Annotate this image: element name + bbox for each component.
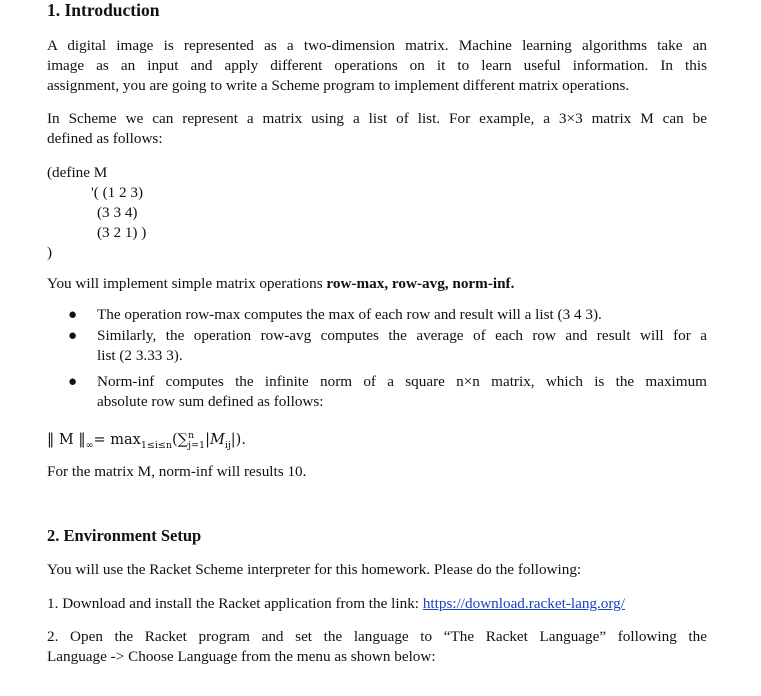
bullet-norm-inf-line-1: Norm-inf computes the infinite norm of a square n×n matrix, which is the maximum <box>97 373 707 390</box>
step-2-line-2: Language -> Choose Language from the menu as shown below: <box>47 648 436 665</box>
bullet-row-max: The operation row-max computes the max of each row and result will a list (3 4 3). <box>97 306 602 323</box>
environment-intro: You will use the Racket Scheme interpreter for this homework. Please do the following: <box>47 561 582 578</box>
bullet-dot-2: ● <box>68 328 78 344</box>
bullet-row-avg-line-2: list (2 3.33 3). <box>97 347 183 364</box>
section-1-heading: 1. Introduction <box>47 0 160 20</box>
bullet-row-avg-line-1: Similarly, the operation row-avg computes the average of each row and result will for a <box>97 327 707 344</box>
bullet-norm-inf-line-2: absolute row sum defined as follows: <box>97 393 324 410</box>
matrix-paragraph-line-1: In Scheme we can represent a matrix using a list of list. For example, a 3×3 matrix M can be <box>47 110 707 127</box>
norm-inf-result: For the matrix M, norm-inf will results 10. <box>47 463 307 480</box>
section-2-heading: 2. Environment Setup <box>47 526 202 545</box>
code-define-line: (define M <box>47 164 108 181</box>
matrix-paragraph-line-2: defined as follows: <box>47 130 163 147</box>
operations-names: row-max, row-avg, norm-inf. <box>326 275 515 292</box>
code-row-2: (3 3 4) <box>97 204 138 221</box>
code-row-3: (3 2 1) ) <box>97 224 147 241</box>
intro-paragraph-line-3: assignment, you are going to write a Scheme program to implement different matrix operations. <box>47 77 630 94</box>
code-row-1: '( (1 2 3) <box>91 184 144 201</box>
bullet-dot-3: ● <box>68 374 78 390</box>
intro-paragraph-line-2: image as an input and apply different operations on it to learn useful information. In this <box>47 57 707 74</box>
bullet-dot-1: ● <box>68 307 78 323</box>
intro-paragraph-line-1: A digital image is represented as a two-dimension matrix. Machine learning algorithms take an <box>47 37 707 54</box>
code-close-paren: ) <box>47 244 53 261</box>
racket-download-link[interactable]: https://download.racket-lang.org/ <box>422 595 625 612</box>
norm-inf-formula: ‖ M $‖_\infty= \max_{1\le i\le n}(\sum^n_{j=1}|M_{ij}|)$. <box>47 430 246 451</box>
step-1-download: 1. Download and install the Racket application from the link: https://download.racket-lang.org/ <box>47 595 625 612</box>
operations-intro: You will implement simple matrix operations row-max, row-avg, norm-inf. <box>47 275 515 292</box>
step-2-line-1: 2. Open the Racket program and set the language to “The Racket Language” following the <box>47 628 707 645</box>
